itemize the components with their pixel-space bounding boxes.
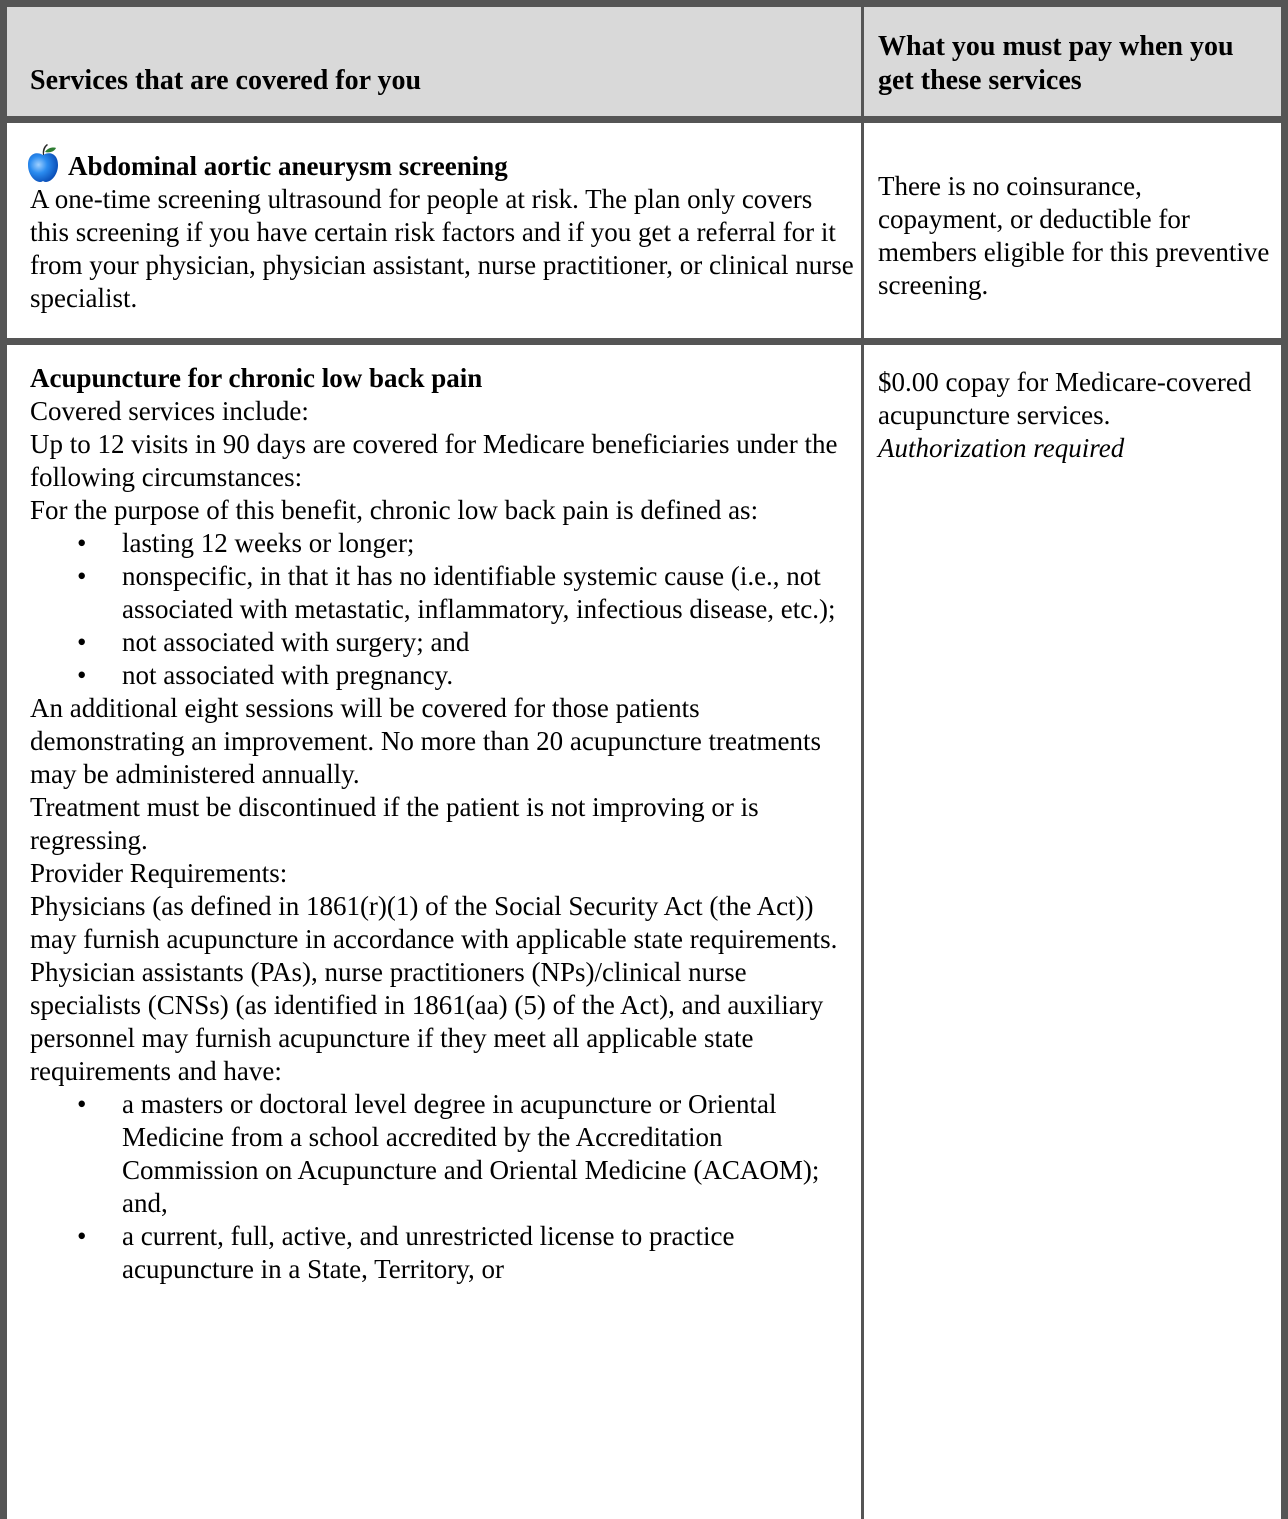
apple-icon xyxy=(26,143,60,183)
service-title: Abdominal aortic aneurysm screening xyxy=(68,151,508,181)
paragraph: An additional eight sessions will be covered for those patients demonstrating an improvement. No more than 20 acupuncture treatments may be administered annually. xyxy=(30,693,822,789)
services-column-header: Services that are covered for you xyxy=(30,65,422,96)
paragraph: Up to 12 visits in 90 days are covered for Medicare beneficiaries under the following circumstances: xyxy=(30,429,838,492)
list-item: • a current, full, active, and unrestricted license to practice acupuncture in a State, Territory, or xyxy=(122,1220,855,1286)
service-description: A one-time screening ultrasound for people at risk. The plan only covers this screening if you have certain risk factors and if you get a referral for it from your physician, physician assistant, nurse practitioner, or clinical nurse specialist. xyxy=(30,184,854,313)
list-item: • a masters or doctoral level degree in acupuncture or Oriental Medicine from a school accredited by the Accreditation Commission on Acupuncture and Oriental Medicine (ACAOM); and, xyxy=(122,1088,855,1220)
paragraph: Covered services include: xyxy=(30,396,309,426)
list-item: • lasting 12 weeks or longer; xyxy=(122,527,855,560)
service-cell-aaa xyxy=(30,150,855,315)
cost-cell-aaa xyxy=(878,170,1273,302)
table-border-left xyxy=(0,0,7,1519)
paragraph: Physician assistants (PAs), nurse practitioners (NPs)/clinical nurse specialists (CNSs) (as identified in 1861(aa) (5) of the Act), and auxiliary personnel may furnish acupuncture if they meet all applicable state requirements and have: xyxy=(30,957,824,1086)
requirements-list xyxy=(30,1088,855,1286)
paragraph: Physicians (as defined in 1861(r)(1) of the Social Security Act (the Act)) may furnish acupuncture in accordance with applicable state requirements. xyxy=(30,891,838,954)
paragraph: For the purpose of this benefit, chronic low back pain is defined as: xyxy=(30,495,759,525)
table-border-top xyxy=(0,0,1288,7)
row-divider xyxy=(0,116,1288,123)
criteria-list xyxy=(30,527,855,692)
table-border-right xyxy=(1281,0,1288,1519)
cost-text: $0.00 copay for Medicare-covered acupuncture services. xyxy=(878,367,1252,430)
column-divider xyxy=(861,7,864,1519)
paragraph: Treatment must be discontinued if the patient is not improving or is regressing. xyxy=(30,792,759,855)
cost-text: There is no coinsurance, copayment, or deductible for members eligible for this preventive screening. xyxy=(878,171,1270,300)
paragraph: Provider Requirements: xyxy=(30,858,288,888)
service-cell-acupuncture xyxy=(30,362,855,1286)
service-title: Acupuncture for chronic low back pain xyxy=(30,363,483,393)
list-item: • nonspecific, in that it has no identifiable systemic cause (i.e., not associated with metastatic, inflammatory, infectious disease, etc.); xyxy=(122,560,855,626)
list-item: • not associated with pregnancy. xyxy=(122,659,855,692)
row-divider xyxy=(0,338,1288,345)
pay-column-header: What you must pay when you get these services xyxy=(878,31,1234,96)
authorization-note: Authorization required xyxy=(878,433,1125,463)
list-item: • not associated with surgery; and xyxy=(122,626,855,659)
cost-cell-acupuncture xyxy=(878,366,1278,465)
